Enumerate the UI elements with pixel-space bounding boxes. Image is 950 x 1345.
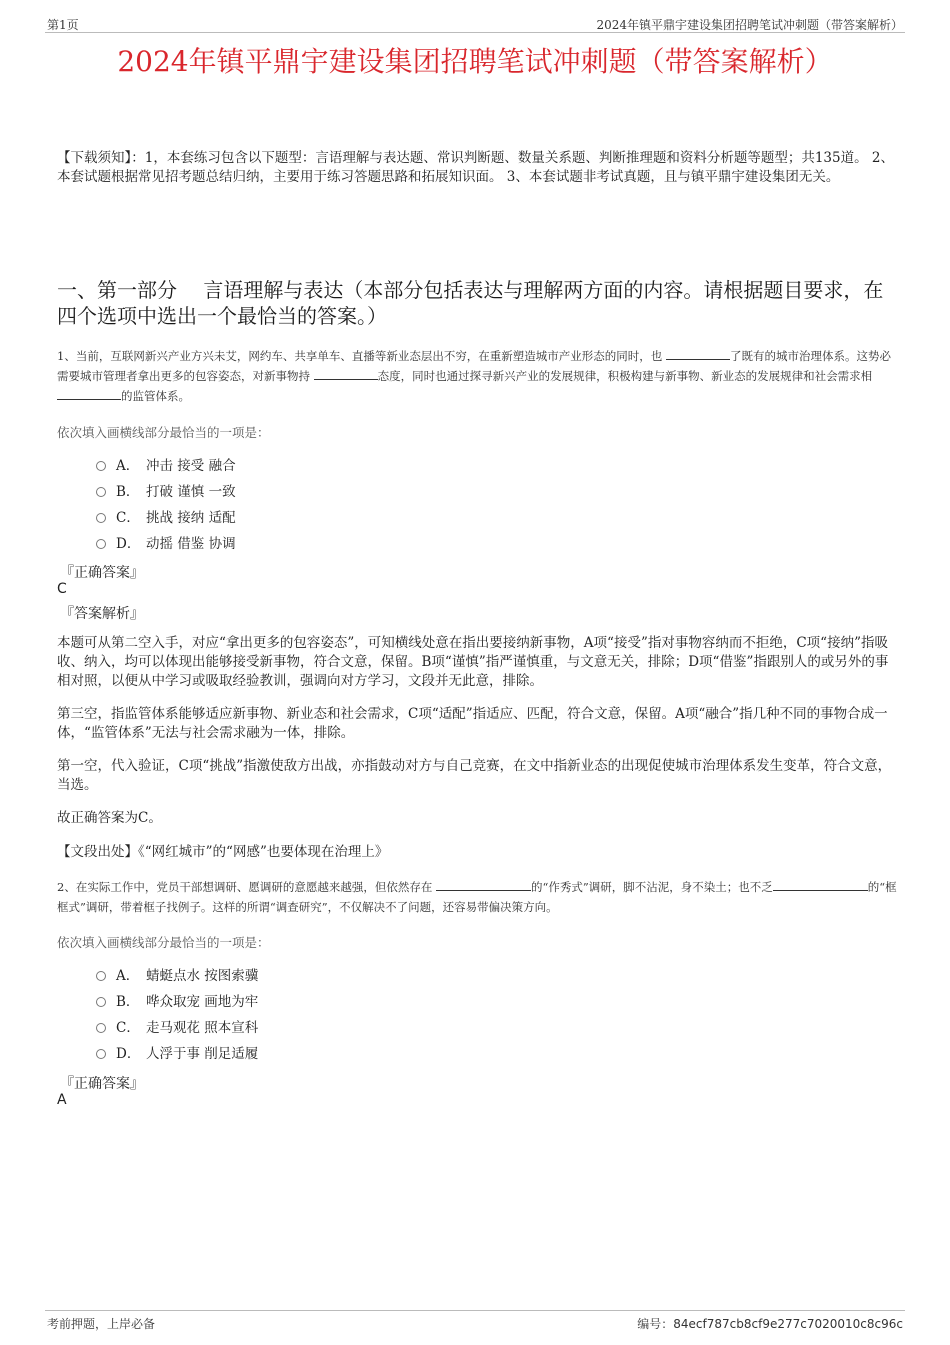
blank [57, 387, 121, 400]
option-c[interactable]: C． 走马观花 照本宣科 [96, 1015, 258, 1041]
document-code: 编号：84ecf787cb8cf9e277c7020010c8c96c [637, 1317, 903, 1331]
answer-label: 『正确答案』 [60, 565, 144, 581]
option-d[interactable]: D． 动摇 借鉴 协调 [96, 531, 236, 557]
option-a[interactable]: A． 蜻蜓点水 按图索骥 [96, 963, 258, 989]
question-1-stem: 1、当前，互联网新兴产业方兴未艾，网约车、共享单车、直播等新业态层出不穷，在重新塑造城市产业形态的同时，也 了既有的城市治理体系。这势必需要城市管理者拿出更多的包容姿态，对新事物持 态度，同时也通过探寻新兴产业的发展规律，积极构建与新事物、新业态的发展规律和社会需求相 的监管体系。 [57, 349, 891, 403]
option-b[interactable]: B． 打破 谨慎 一致 [96, 479, 236, 505]
radio-icon[interactable] [96, 997, 106, 1007]
footer-slogan: 考前押题，上岸必备 [47, 1317, 156, 1331]
blank [773, 878, 868, 891]
radio-icon[interactable] [96, 487, 106, 497]
analysis-paragraph: 第一空，代入验证，C项“挑战”指激使敌方出战，亦指鼓动对方与自己竞赛，在文中指新业态的出现促使城市治理体系发生变革，符合文意，当选。 [57, 758, 892, 793]
question-1-prompt: 依次填入画横线部分最恰当的一项是： [57, 425, 270, 440]
analysis-paragraph: 第三空，指监管体系能够适应新事物、新业态和社会需求，C项“适配”指适应、匹配，符合文意，保留。A项“融合”指几种不同的事物合成一体，“监管体系”无法与社会需求融为一体，排除。 [57, 706, 888, 741]
page-number: 第1页 [47, 18, 79, 32]
blank [314, 367, 378, 380]
radio-icon[interactable] [96, 513, 106, 523]
radio-icon[interactable] [96, 461, 106, 471]
passage-source: 【文段出处】《“网红城市”的“网感”也要体现在治理上》 [57, 844, 389, 860]
answer-label: 『正确答案』 [60, 1076, 144, 1092]
radio-icon[interactable] [96, 1049, 106, 1059]
page-footer [45, 1310, 905, 1331]
download-notice: 【下载须知】：1，本套练习包含以下题型：言语理解与表达题、常识判断题、数量关系题、判断推理题和资料分析题等题型；共135道。 2、本套试题根据常见招考题总结归纳，主要用于练习答题思路和拓展知识面。 3、本套试题非考试真题，且与镇平鼎宇建设集团无关。 [57, 150, 894, 185]
option-a[interactable]: A． 冲击 接受 融合 [96, 453, 236, 479]
page-header [45, 14, 905, 33]
question-2-options [96, 963, 258, 1067]
question-2-prompt: 依次填入画横线部分最恰当的一项是： [57, 935, 270, 950]
question-2-stem: 2、在实际工作中，党员干部想调研、愿调研的意愿越来越强，但依然存在 的“作秀式”调研，脚不沾泥，身不染土；也不乏 的“框框式”调研，带着框子找例子。这样的所谓“调查研究”，不仅解决不了问题，还容易带偏决策方向。 [57, 880, 897, 914]
question-1-options [96, 453, 236, 557]
analysis-conclusion: 故正确答案为C。 [57, 810, 162, 826]
correct-answer: C [57, 581, 67, 597]
radio-icon[interactable] [96, 1023, 106, 1033]
radio-icon[interactable] [96, 539, 106, 549]
radio-icon[interactable] [96, 971, 106, 981]
section-heading: 一、第一部分 言语理解与表达（本部分包括表达与理解两方面的内容。请根据题目要求，在四个选项中选出一个最恰当的答案。） [57, 278, 884, 328]
blank [666, 347, 730, 360]
header-doc-title: 2024年镇平鼎宇建设集团招聘笔试冲刺题（带答案解析） [596, 18, 903, 32]
analysis-paragraph: 本题可从第二空入手，对应“拿出更多的包容姿态”，可知横线处意在指出要接纳新事物，A项“接受”指对事物容纳而不拒绝，C项“接纳”指吸收、纳入，均可以体现出能够接受新事物，符合文意，保留。B项“谨慎”指严谨慎重，与文意无关，排除；D项“借鉴”指跟别人的或另外的事相对照，以便从中学习或吸取经验教训，强调向对方学习，文段并无此意，排除。 [57, 635, 889, 689]
correct-answer: A [57, 1092, 67, 1108]
document-title: 2024年镇平鼎宇建设集团招聘笔试冲刺题（带答案解析） [117, 45, 833, 78]
option-c[interactable]: C． 挑战 接纳 适配 [96, 505, 236, 531]
analysis-label: 『答案解析』 [60, 606, 144, 622]
option-d[interactable]: D． 人浮于事 削足适履 [96, 1041, 258, 1067]
option-b[interactable]: B． 哗众取宠 画地为牢 [96, 989, 258, 1015]
blank [436, 878, 531, 891]
